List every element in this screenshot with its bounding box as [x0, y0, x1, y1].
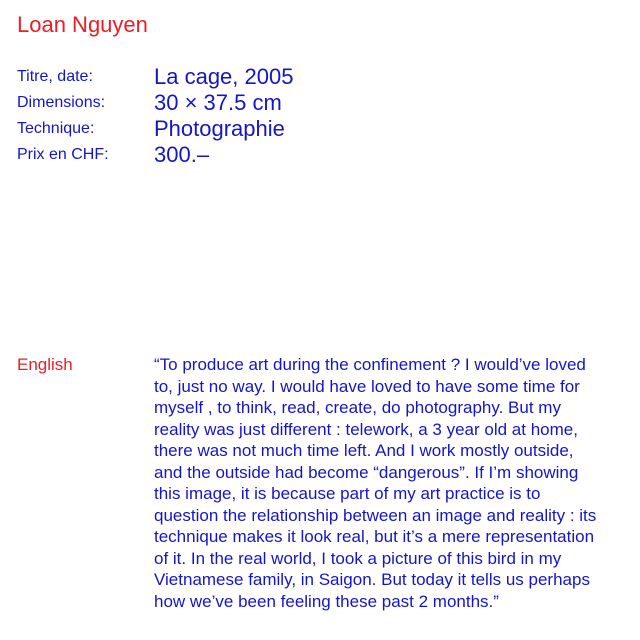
detail-value: 30 × 37.5 cm	[154, 90, 282, 115]
statement-line: there was not much time left. And I work mostly outside,	[154, 441, 574, 460]
detail-label: Technique:	[17, 120, 95, 137]
artist-statement	[154, 354, 624, 612]
language-label: English	[17, 355, 73, 374]
detail-value: Photographie	[154, 116, 285, 141]
statement-line: reality was just different : telework, a 3 year old at home,	[154, 419, 578, 439]
artwork-details	[17, 64, 617, 168]
detail-label: Prix en CHF:	[17, 146, 109, 163]
detail-row-technique	[17, 116, 617, 142]
statement-line: Vietnamese family, in Saigon. But today it tells us perhaps	[154, 570, 590, 589]
detail-value: 300.–	[154, 142, 210, 167]
detail-value: La cage, 2005	[154, 64, 294, 89]
statement-line: “To produce art during the confinement ? I would’ve loved	[154, 355, 586, 374]
detail-row-price	[17, 142, 617, 168]
statement-line: this image, it is because part of my art practice is to	[154, 484, 541, 503]
detail-label: Titre, date:	[17, 68, 93, 85]
statement-line: how we’ve been feeling these past 2 months.”	[154, 591, 499, 611]
statement-line: to, just no way. I would have loved to have some time for	[154, 376, 580, 396]
detail-row-dimensions	[17, 90, 617, 116]
statement-line: question the relationship between an image and reality : its	[154, 505, 597, 525]
statement-line: and the outside had become “dangerous”. If I’m showing	[154, 462, 579, 482]
detail-label: Dimensions:	[17, 94, 106, 111]
artist-name: Loan Nguyen	[17, 12, 148, 37]
detail-row-title	[17, 64, 617, 90]
statement-line: technique makes it look real, but it’s a mere representation	[154, 527, 595, 546]
statement-line: of it. In the real world, I took a picture of this bird in my	[154, 548, 562, 568]
statement-line: myself , to think, read, create, do photography. But my	[154, 398, 561, 417]
